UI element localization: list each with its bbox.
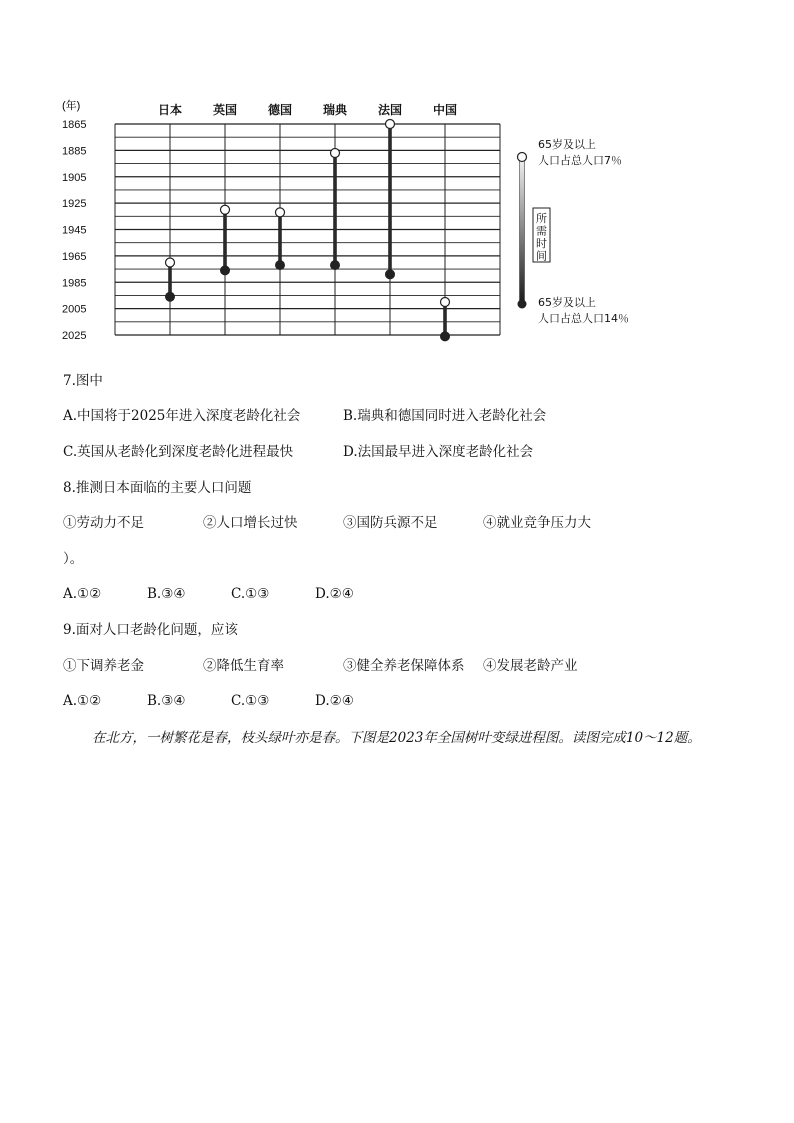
q8-option-d[interactable]: D.②④	[315, 586, 354, 602]
legend-start-point	[518, 153, 527, 162]
legend-bar-label: 需	[536, 224, 547, 238]
q7-option-a[interactable]: A.中国将于2025年进入深度老龄化社会	[63, 408, 301, 424]
category-label: 德国	[267, 103, 293, 117]
q9-option-a[interactable]: A.①②	[63, 693, 102, 709]
category-label: 日本	[157, 103, 183, 117]
legend-start-label: 65岁及以上人口占总人口7％	[538, 138, 622, 167]
q9-item-3: ③健全养老保障体系	[343, 658, 465, 674]
q7-option-b[interactable]: B.瑞典和德国同时进入老龄化社会	[343, 408, 547, 424]
start-point	[166, 258, 175, 267]
y-tick-label: 1985	[62, 277, 87, 290]
q8-option-b[interactable]: B.③④	[147, 586, 186, 602]
q8-item-1: ①劳动力不足	[63, 515, 144, 531]
y-axis-ticks	[62, 119, 86, 342]
q9-item-1: ①下调养老金	[63, 658, 144, 674]
end-point	[386, 270, 395, 279]
legend-end-point	[518, 300, 527, 309]
y-tick-label: 1905	[62, 171, 87, 184]
aging-process-chart	[60, 92, 630, 354]
q8-item-2: ②人口增长过快	[203, 515, 298, 531]
category-labels	[158, 102, 457, 117]
q9-item-4: ④发展老龄产业	[483, 658, 578, 674]
duration-bar	[388, 124, 392, 274]
legend-bar-label: 间	[536, 249, 547, 263]
q7-option-c[interactable]: C.英国从老龄化到深度老龄化进程最快	[63, 444, 294, 460]
category-label: 瑞典	[322, 103, 348, 117]
start-point	[221, 205, 230, 214]
legend	[518, 137, 630, 325]
start-point	[276, 208, 285, 217]
duration-bar	[278, 212, 282, 265]
q9-option-b[interactable]: B.③④	[147, 693, 186, 709]
end-point	[276, 261, 285, 270]
duration-bar	[333, 153, 337, 265]
q7-stem: 7.图中	[63, 373, 103, 389]
q9-stem: 9.面对人口老龄化问题，应该	[63, 622, 238, 638]
y-tick-label: 1865	[62, 119, 87, 131]
q9-item-2: ②降低生育率	[203, 658, 284, 674]
start-point	[331, 149, 340, 158]
q8-tail: ）。	[63, 551, 84, 567]
series-marks	[166, 120, 450, 341]
intro-paragraph: 在北方，一树繁花是春，枝头绿叶亦是春。下图是2023年全国树叶变绿进程图。读图完成10～12题。	[92, 730, 701, 746]
duration-bar	[168, 262, 172, 296]
y-tick-label: 2025	[62, 330, 87, 342]
y-tick-label: 1945	[62, 224, 87, 237]
q8-item-4: ④就业竞争压力大	[483, 515, 591, 531]
end-point	[166, 292, 175, 301]
q7-option-d[interactable]: D.法国最早进入深度老龄化社会	[343, 444, 534, 460]
q8-item-3: ③国防兵源不足	[343, 515, 438, 531]
duration-bar	[223, 210, 227, 271]
category-label: 中国	[432, 103, 458, 117]
start-point	[386, 120, 395, 129]
y-tick-label: 1965	[62, 250, 87, 263]
y-tick-label: 1885	[62, 145, 87, 158]
q8-option-a[interactable]: A.①②	[63, 586, 102, 602]
start-point	[441, 298, 450, 307]
end-point	[221, 266, 230, 275]
q8-stem: 8.推测日本面临的主要人口问题	[63, 480, 252, 496]
q9-option-c[interactable]: C.①③	[231, 693, 270, 709]
legend-bar-label: 时	[536, 237, 547, 250]
category-label: 英国	[212, 103, 238, 117]
legend-end-label: 65岁及以上人口占总人口14％	[538, 296, 629, 325]
duration-bar	[443, 302, 447, 336]
y-unit-label: (年)	[62, 100, 81, 112]
legend-bar-label: 所	[536, 212, 547, 225]
category-label: 法国	[377, 103, 403, 117]
y-tick-label: 1925	[62, 198, 87, 211]
legend-bar	[520, 157, 525, 304]
q8-option-c[interactable]: C.①③	[231, 586, 270, 602]
q9-option-d[interactable]: D.②④	[315, 693, 354, 709]
end-point	[331, 261, 340, 270]
end-point	[441, 332, 450, 341]
y-tick-label: 2005	[62, 303, 87, 316]
